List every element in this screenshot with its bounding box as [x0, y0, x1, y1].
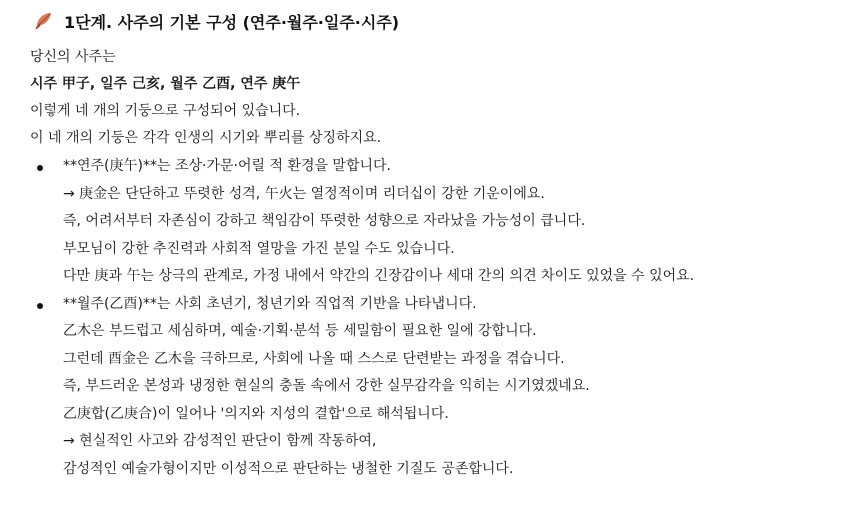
bullet-icon: [37, 165, 43, 171]
list-item-year-pillar: [30, 153, 798, 291]
list-line: 다만 庚과 午는 상극의 관계로, 가정 내에서 약간의 긴장감이나 세대 간의 의견 차이도 있었을 수 있어요.: [63, 268, 695, 284]
list-line: 부모님이 강한 추진력과 사회적 열망을 가진 분일 수도 있습니다.: [63, 240, 455, 257]
heading-text: 1단계. 사주의 기본 구성 (연주·월주·일주·시주): [64, 12, 400, 32]
intro-line: 이렇게 네 개의 기둥으로 구성되어 있습니다.: [30, 103, 301, 119]
pillar-list: [30, 153, 848, 483]
list-line: **월주(乙酉)**는 사회 초년기, 청년기와 직업적 기반을 나타냅니다.: [63, 295, 477, 312]
bullet-icon: [37, 303, 43, 309]
list-line: 그런데 酉金은 乙木을 극하므로, 사회에 나올 때 스스로 단련받는 과정을 겪습니다.: [63, 350, 565, 367]
intro-line: 당신의 사주는: [30, 49, 116, 65]
list-line: **연주(庚午)**는 조상·가문·어릴 적 환경을 말합니다.: [63, 158, 391, 174]
intro-line: 이 네 개의 기둥은 각각 인생의 시기와 뿌리를 상징하지요.: [30, 130, 382, 146]
list-item-month-pillar: [30, 291, 798, 484]
pillars-line: 시주 甲子, 일주 己亥, 월주 乙酉, 연주 庚午: [30, 76, 301, 92]
list-line: → 庚金은 단단하고 뚜렷한 성격, 午火는 열정적이며 리더십이 강한 기운이에요.: [63, 185, 545, 202]
section-heading: [30, 6, 848, 36]
list-line: 즉, 어려서부터 자존심이 강하고 책임감이 뚜렷한 성향으로 자라났을 가능성이 큽니다.: [63, 213, 586, 229]
list-line: 乙庚합(乙庚合)이 일어나 '의지와 지성의 결합'으로 해석됩니다.: [63, 405, 449, 422]
list-line: 감성적인 예술가형이지만 이성적으로 판단하는 냉철한 기질도 공존합니다.: [63, 460, 514, 477]
list-line: 즉, 부드러운 본성과 냉정한 현실의 충돌 속에서 강한 실무감각을 익히는 시기였겠네요.: [63, 378, 590, 394]
list-line: → 현실적인 사고와 감성적인 판단이 함께 작동하여,: [63, 433, 377, 449]
feather-quill-icon: [32, 10, 54, 32]
list-line: 乙木은 부드럽고 세심하며, 예술·기획·분석 등 세밀함이 필요한 일에 강합니다.: [63, 323, 537, 339]
